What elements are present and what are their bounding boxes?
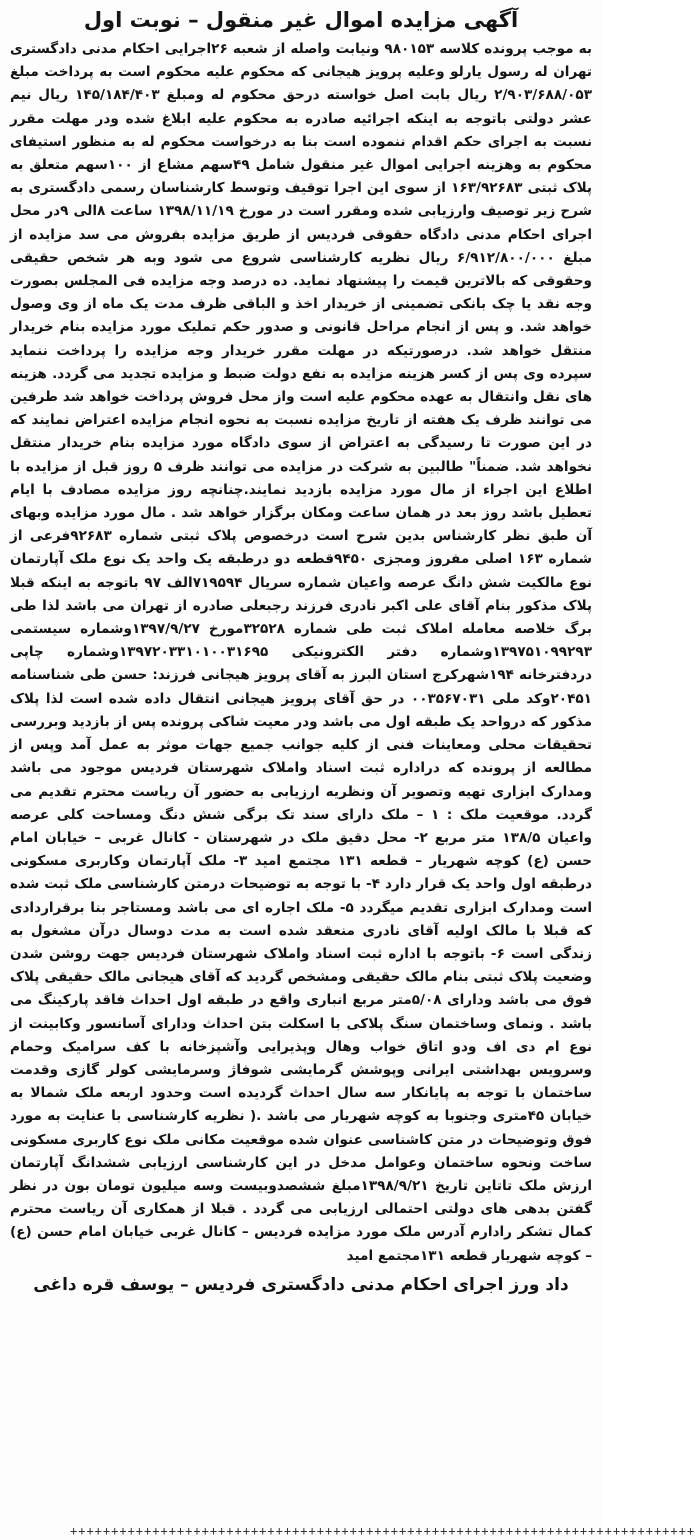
notice-title: آگهی مزایده اموال غیر منقول – نوبت اول bbox=[83, 8, 519, 32]
bottom-divider: ++++++++++++++++++++++++++++++++++++++++++++++++++++++++++++++++++++++++++++ bbox=[70, 1524, 695, 1538]
notice-body: به موجب پرونده کلاسه ۹۸۰۱۵۳ ونیابت واصله از شعبه ۲۶اجرایی احکام مدنی دادگستری تهران له رسول یارلو وعلیه پرویز هیجانی که محکوم علیه محکوم است به پرداخت مبلغ ۲/۹۰۳/۶۸۸/۰۵۳ ریال بابت اصل خواسته درحق محکوم له ومبلغ ۱۴۵/۱۸۴/۴۰۳ ریال نیم عشر دولتی باتوجه به اینکه اجرائیه صادره به محکوم علیه ابلاغ شده ودر مهلت مقرر نسبت به اجرای حکم اقدام ننموده است بنا به درخواست محکوم له به منظور استیفای محکوم به وهزینه اجرایی اموال غیر منقول شامل ۴۹سهم مشاع از ۱۰۰سهم متعلق به پلاک ثبتی ۱۶۳/۹۲۶۸۳ از سوی این اجرا توقیف وتوسط کارشناسان رسمی دادگستری به شرح زیر توصیف وارزیابی شده ومقرر است در مورخ ۱۳۹۸/۱۱/۱۹ ساعت ۸الی ۹در محل اجرای احکام مدنی دادگاه حقوقی فردیس از طریق مزایده بفروش می سد مزایده از مبلغ ۶/۹۱۲/۸۰۰/۰۰۰ ریال نظریه کارشناسی شروع می شود وبه هر شخص حقیقی وحقوقی که بالاترین قیمت را پیشنهاد نماید. ده درصد وجه مزایده فی المجلس بصورت وجه نقد یا چک بانکی تضمینی از خریدار اخذ و الباقی ظرف مدت یک ماه از وی وصول خواهد شد. و پس از انجام مراحل قانونی و صدور حکم تملیک مورد مزایده بنام خریدار منتقل خواهد شد. درصورتیکه در مهلت مقرر خریدار وجه مزایده را پرداخت ننماید سپرده وی پس از کسر هزینه مزایده به نفع دولت ضبط و مزایده تجدید می گردد. هزینه های نقل وانتقال به عهده محکوم علیه است واز محل فروش پرداخت خواهد شد طرفین می توانند ظرف یک هفته از تاریخ مزایده نسبت به نحوه انجام مزایده اعتراض نمایند که در این صورت تا رسیدگی به اعتراض از سوی دادگاه مورد مزایده بنام خریدار منتقل نخواهد شد. ضمناً" طالبین به شرکت در مزایده می توانند ظرف ۵ روز قبل از مزایده با اطلاع این اجراء از مال مورد مزایده بازدید نمایند.چنانچه روز مزایده مصادف با ایام تعطیل باشد روز بعد در همان ساعت ومکان برگزار خواهد شد . مال مورد مزایده وبهای آن طبق نظر کارشناس بدین شرح است درخصوص پلاک ثبتی شماره ۹۲۶۸۳فرعی از شماره ۱۶۳ اصلی مفروز ومجزی ۹۴۵۰قطعه دو درطبقه یک واحد یک نوع ملک آپارتمان نوع مالکیت شش دانگ عرصه واعیان شماره سریال ۷۱۹۵۹۴الف ۹۷ باتوجه به اینکه قبلا پلاک مذکور بنام آقای علی اکبر نادری فرزند رجبعلی صادره از تهران می باشد لذا طی برگ خلاصه معامله املاک ثبت طی شماره ۳۲۵۲۸مورخ ۱۳۹۷/۹/۲۷وشماره سیستمی ۱۳۹۷۵۱۰۹۹۲۹۳وشماره دفتر الکترونیکی ۱۳۹۷۲۰۳۳۱۰۱۰۰۳۱۶۹۵وشماره چاپی دردفترخانه ۱۹۴شهرکرج استان البرز به آقای پرویز هیجانی فرزند: حسن طی شناسنامه ۲۰۴۵۱وکد ملی ۰۰۳۵۶۷۰۳۱ در حق آقای پرویز هیجانی انتقال داده شده است لذا پلاک مذکور که درواحد یک طبقه اول می باشد ودر معیت شاکی پرونده پس از بازدید وبررسی تحقیقات محلی ومعاینات فنی از کلیه جوانب جمیع جهات موثر به عمل آمد وپس از مطالعه از پرونده که دراداره ثبت اسناد واملاک شهرستان فردیس موجود می باشد ومدارک ابزاری تهیه وتصویر آن ونظریه ارزیابی به حضور آن ریاست محترم تقدیم می گردد. موقعیت ملک : ۱ – ملک دارای سند تک برگی شش دنگ ومساحت کلی عرصه واعیان ۱۳۸/۵ متر مربع ۲- محل دقیق ملک در شهرستان - کانال غربی – خیابان امام حسن (ع) کوچه شهریار – قطعه ۱۳۱ مجتمع امید ۳- ملک آپارتمان وکاربری مسکونی درطبقه اول واحد یک قرار دارد ۴- با توجه به توضیحات درمتن کارشناسی ملک ثبت شده است ومدارک ابزاری تقدیم میگردد ۵- ملک اجاره ای می باشد ومستاجر بنا برقراردادی که قبلا با مالک اولیه آقای نادری منعقد شده است به مدت دوسال درآن مشغول به زندگی است ۶- باتوجه با اداره ثبت اسناد واملاک شهرستان فردیس جهت روشن شدن وضعیت پلاک ثبتی بنام مالک حقیقی ومشخص گردید که آقای هیجانی مالک حقیقی پلاک فوق می باشد ودارای ۵/۰۸متر مربع انباری واقع در طبقه اول احداث فاقد پارکینگ می باشد . ونمای وساختمان سنگ پلاکی با اسکلت بتن احداث ودارای آسانسور وکابینت از نوع ام دی اف ودو اتاق خواب وهال وپذیرایی وآشپزخانه با کف سرامیک وحمام وسرویس بهداشتی ایرانی وپوشش گرمایشی شوفاژ وسرمایشی کولر گازی وقدمت ساختمان با توجه به پایانکار سه سال احداث گردیده است وحدود اربعه ملک شمالا به خیابان ۴۵متری وجنوبا به کوچه شهریار می باشد .( نظریه کارشناسی با عنایت به مورد فوق وتوضیحات در متن کاشناسی عنوان شده موقعیت مکانی ملک نوع کاربری مسکونی ساخت ونحوه ساختمان وعوامل مدخل در این کارشناسی ارزیابی ششدانگ آپارتمان ارزش ملک تاتاین تاریخ ۱۳۹۸/۹/۲۱مبلغ ششصدوبیست وسه میلیون تومان بون در نظر گفتن بدهی های دولتی احتمالی ارزیابی می گردد . قبلا از همکاری آن ریاست محترم کمال تشکر رادارم آدرس ملک مورد مزایده فردیس – کانال غربی خیابان امام حسن (ع) – کوچه شهریار قطعه ۱۳۱مجتمع امید bbox=[10, 41, 593, 1264]
notice-signature: داد ورز اجرای احکام مدنی دادگستری فردیس – یوسف قره داغی bbox=[33, 1274, 569, 1295]
